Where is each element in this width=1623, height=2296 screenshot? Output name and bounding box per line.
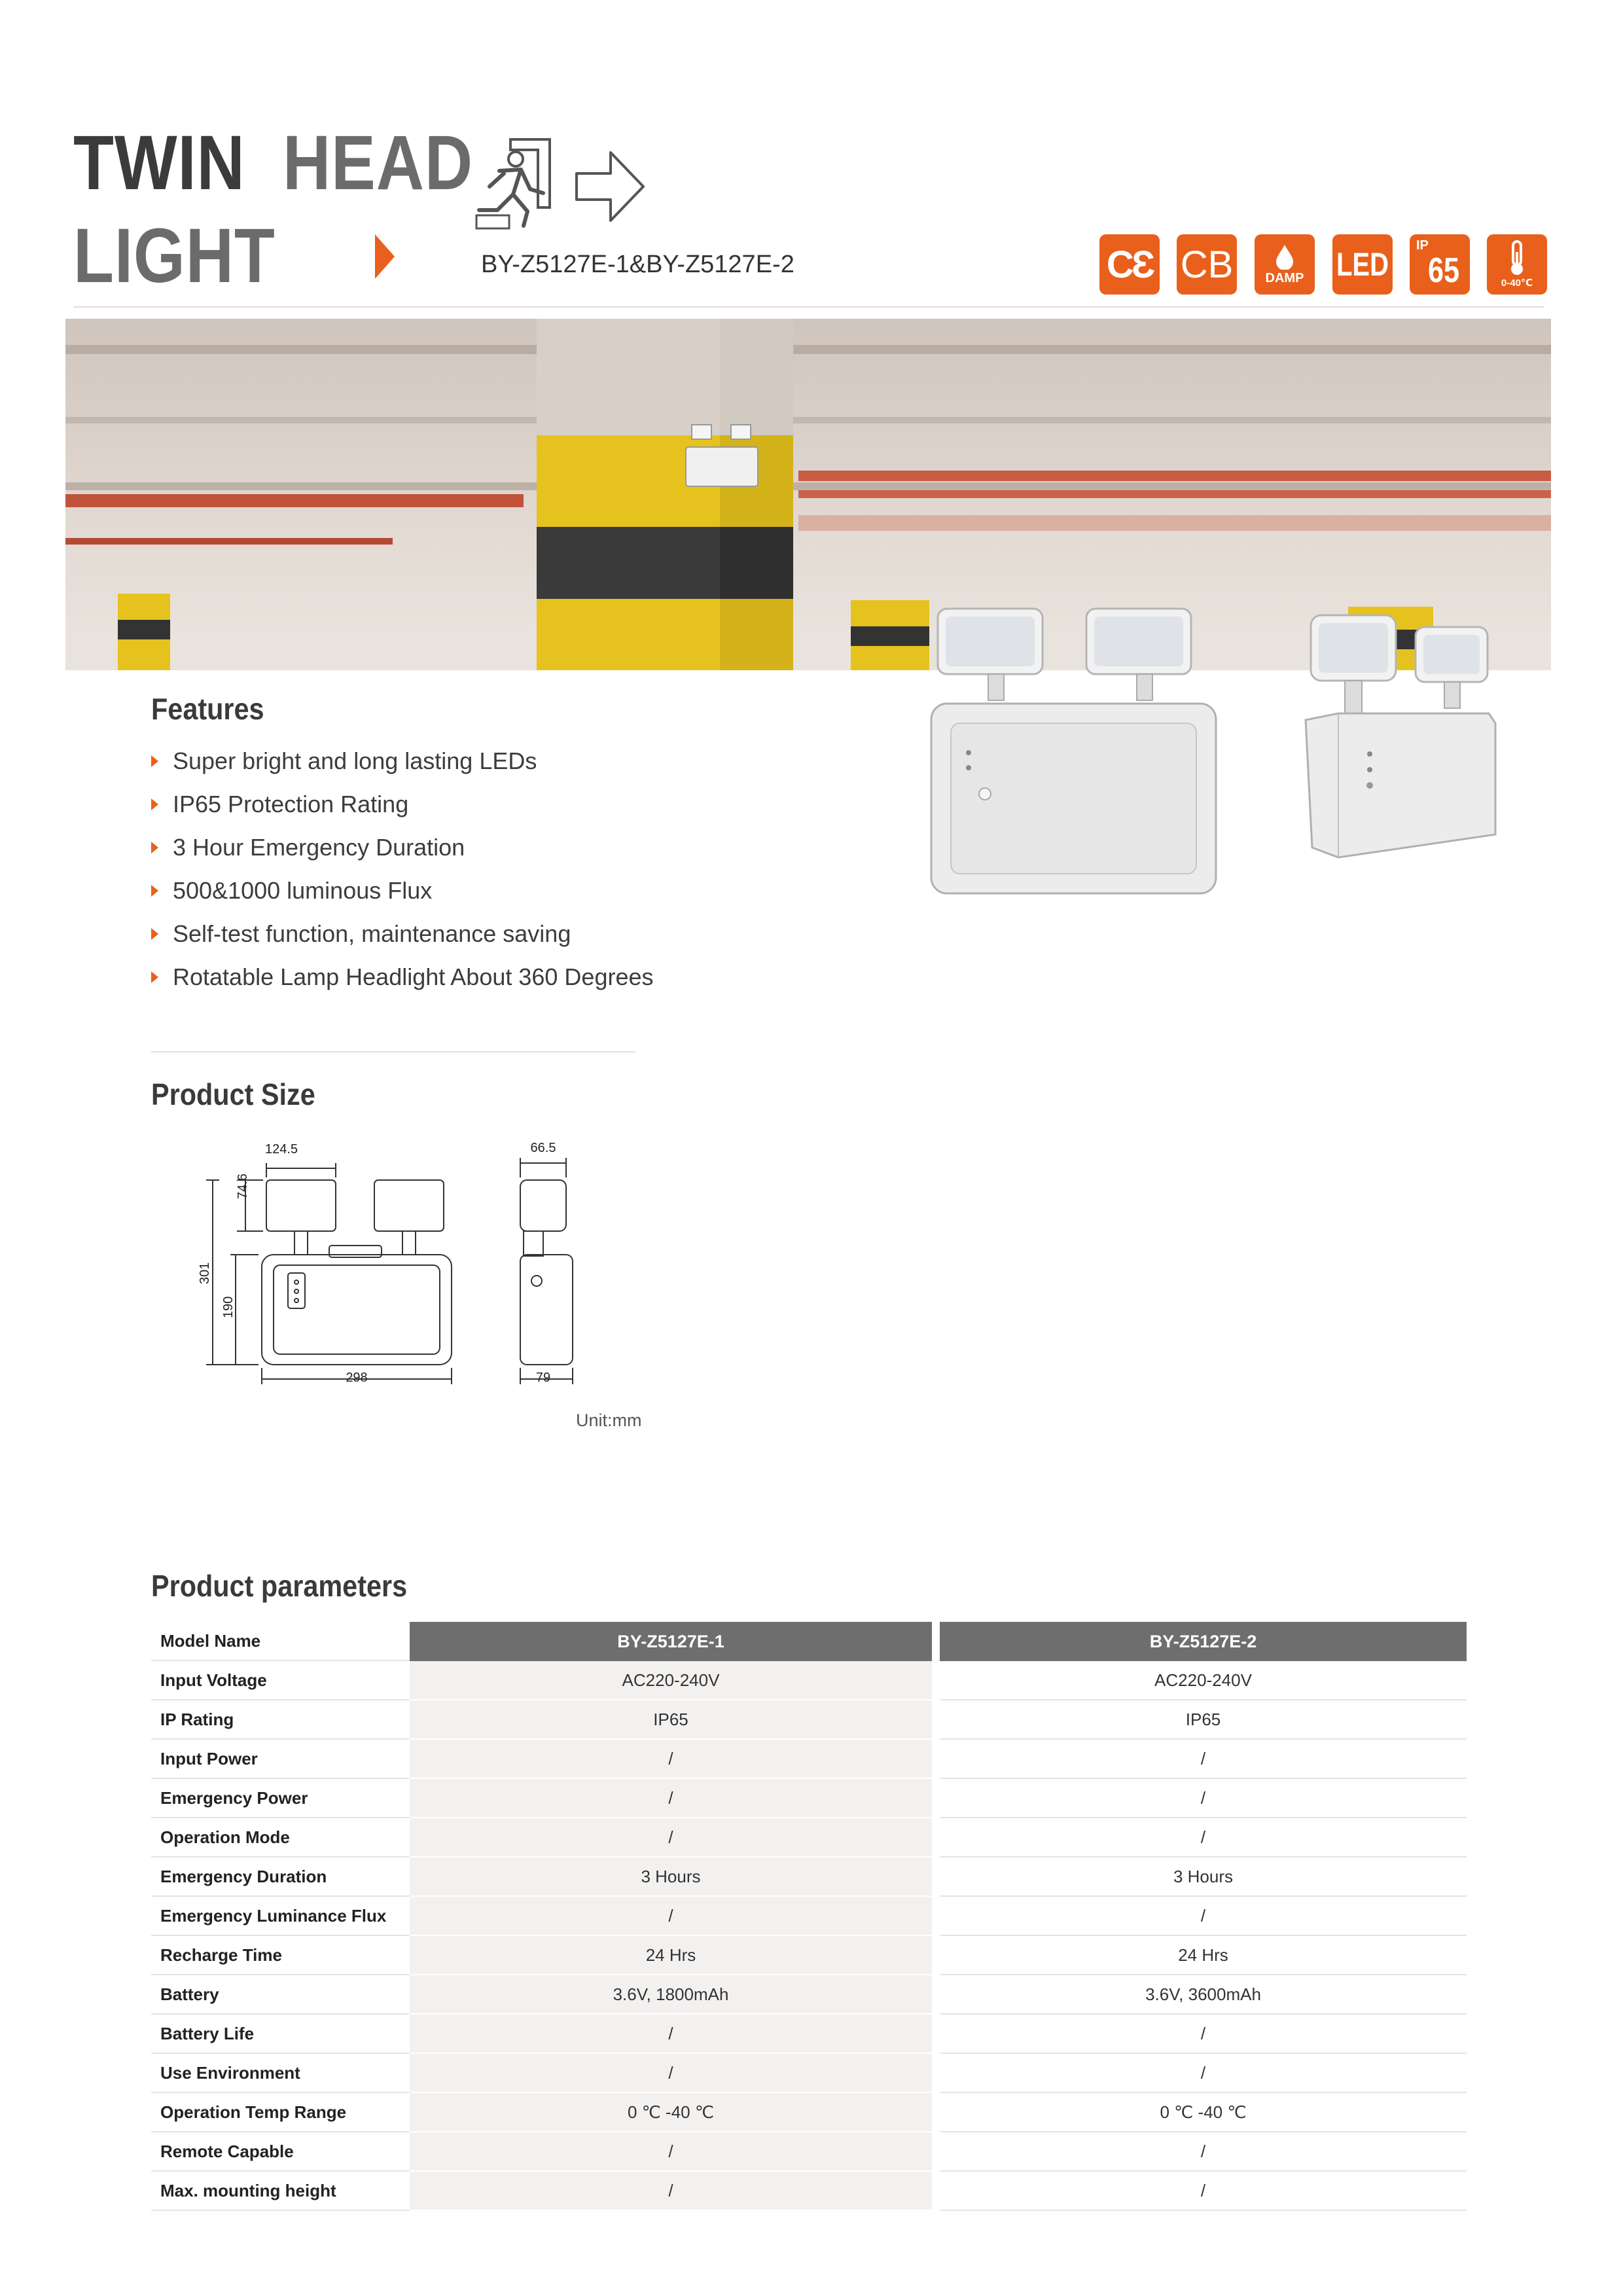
table-row: Input Power / / xyxy=(151,1740,1467,1779)
product-angle-photo xyxy=(1299,602,1512,903)
arrow-right-icon xyxy=(573,147,648,226)
ce-mark-icon: CƐ xyxy=(1099,234,1160,295)
bullet-triangle-icon xyxy=(151,798,158,810)
table-row: Operation Temp Range 0 ℃ -40 ℃ 0 ℃ -40 ℃ xyxy=(151,2093,1467,2132)
table-row: Recharge Time 24 Hrs 24 Hrs xyxy=(151,1936,1467,1975)
feature-item: Rotatable Lamp Headlight About 360 Degrees xyxy=(151,956,654,999)
feature-item: Self-test function, maintenance saving xyxy=(151,912,654,956)
features-divider xyxy=(151,1051,635,1052)
feature-item: Super bright and long lasting LEDs xyxy=(151,740,654,783)
bullet-triangle-icon xyxy=(151,885,158,897)
bullet-triangle-icon xyxy=(151,928,158,940)
title-word-head: HEAD xyxy=(283,120,473,206)
features-title: Features xyxy=(151,692,264,726)
table-header-row xyxy=(151,1622,1467,1661)
product-parameters-title: Product parameters xyxy=(151,1569,408,1603)
feature-item: 500&1000 luminous Flux xyxy=(151,869,654,912)
table-row: IP Rating IP65 IP65 xyxy=(151,1700,1467,1740)
table-row: Battery 3.6V, 1800mAh 3.6V, 3600mAh xyxy=(151,1975,1467,2015)
title-line-light: LIGHT xyxy=(73,213,276,299)
product-size-title: Product Size xyxy=(151,1077,315,1111)
dim-body-height: 190 xyxy=(221,1296,236,1318)
parameters-table xyxy=(151,1622,1467,2211)
dim-side-depth: 79 xyxy=(535,1371,551,1385)
table-row: Operation Mode / / xyxy=(151,1818,1467,1857)
features-list xyxy=(151,740,654,999)
damp-mark-icon: DAMP xyxy=(1255,234,1315,295)
unit-label: Unit:mm xyxy=(576,1410,642,1430)
header-col-model-2: BY-Z5127E-2 xyxy=(940,1622,1467,1661)
table-row: Remote Capable / / xyxy=(151,2132,1467,2172)
dimension-drawing xyxy=(190,1136,661,1404)
model-numbers: BY-Z5127E-1&BY-Z5127E-2 xyxy=(481,251,794,278)
cb-mark-icon: CB xyxy=(1177,234,1237,295)
running-man-exit-icon xyxy=(470,134,555,232)
temperature-mark-icon: 0-40℃ xyxy=(1487,234,1547,295)
product-front-photo xyxy=(919,599,1227,900)
table-row: Emergency Power / / xyxy=(151,1779,1467,1818)
header-label: Model Name xyxy=(151,1622,410,1661)
table-row: Input Voltage AC220-240V AC220-240V xyxy=(151,1661,1467,1700)
feature-item: IP65 Protection Rating xyxy=(151,783,654,826)
table-row: Battery Life / / xyxy=(151,2015,1467,2054)
dim-head-width: 124.5 xyxy=(264,1142,298,1157)
ip65-mark-icon: IP 65 xyxy=(1410,234,1470,295)
table-row: Emergency Luminance Flux / / xyxy=(151,1897,1467,1936)
bullet-triangle-icon xyxy=(151,755,158,767)
dim-side-head: 66.5 xyxy=(530,1141,556,1155)
title-word-twin: TWIN xyxy=(73,120,245,206)
bullet-triangle-icon xyxy=(151,971,158,983)
header-divider xyxy=(73,306,1544,308)
feature-item: 3 Hour Emergency Duration xyxy=(151,826,654,869)
table-row: Max. mounting height / / xyxy=(151,2172,1467,2211)
dim-total-height: 301 xyxy=(198,1262,212,1284)
header-col-model-1: BY-Z5127E-1 xyxy=(410,1622,932,1661)
table-row: Emergency Duration 3 Hours 3 Hours xyxy=(151,1857,1467,1897)
model-pointer-icon xyxy=(375,234,395,279)
dim-head-height: 74.6 xyxy=(236,1174,250,1199)
led-mark-icon: LED xyxy=(1332,234,1393,295)
dim-body-width: 298 xyxy=(346,1371,368,1385)
bullet-triangle-icon xyxy=(151,842,158,853)
table-row: Use Environment / / xyxy=(151,2054,1467,2093)
